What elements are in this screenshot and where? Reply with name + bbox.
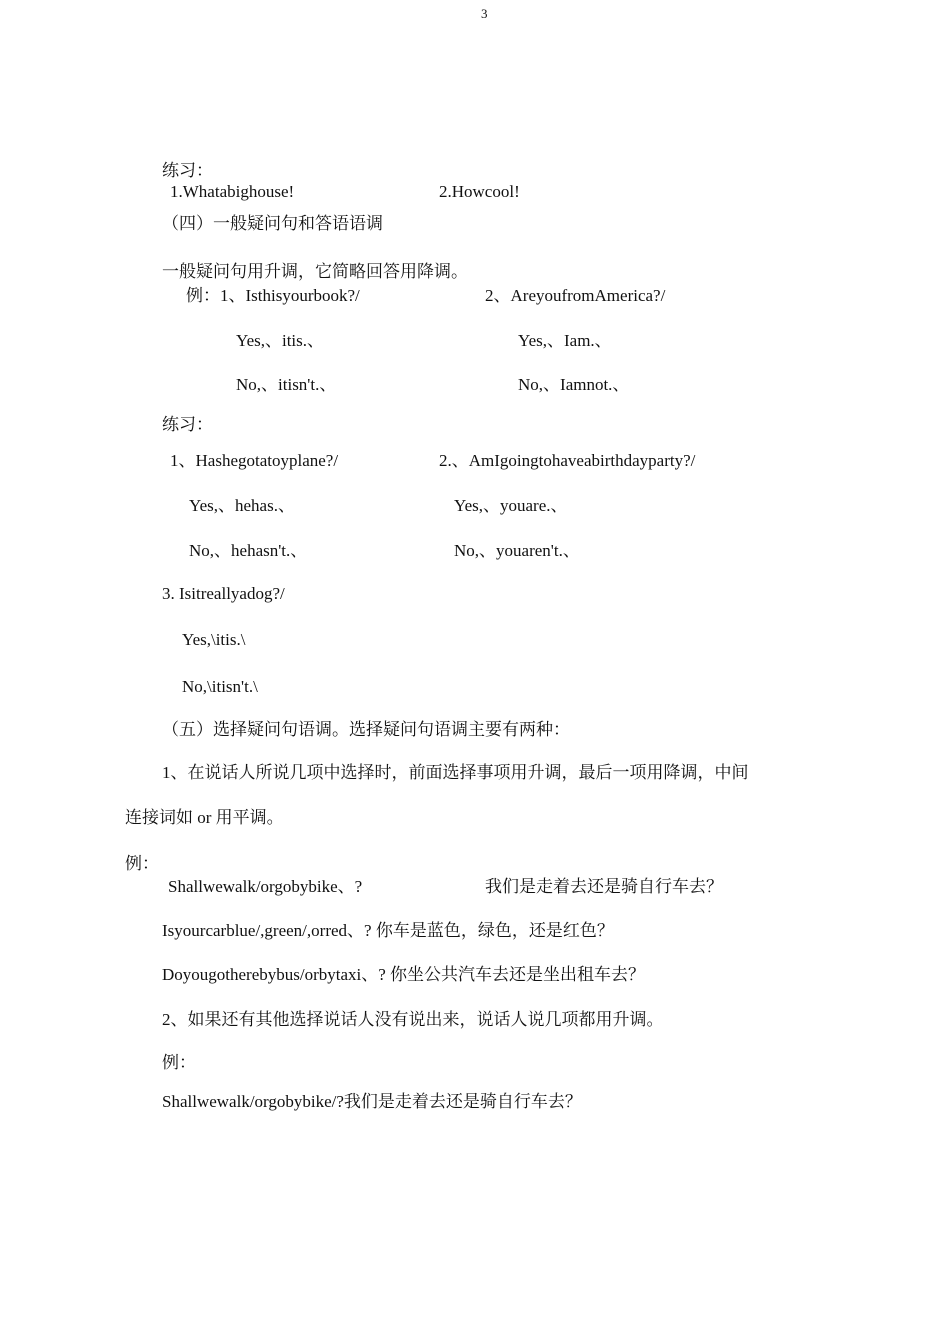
- example-question: 2、AreyoufromAmerica?/: [485, 286, 666, 305]
- example-sentence: Shallwewalk/orgobybike、?: [168, 877, 363, 896]
- example-label: 例：: [125, 854, 159, 873]
- section-heading: （五）选择疑问句语调。选择疑问句语调主要有两种：: [162, 720, 570, 739]
- example-question: 例：1、Isthisyourbook?/: [186, 286, 360, 305]
- example-label: 例：: [162, 1053, 196, 1072]
- example-sentence: Doyougotherebybus/orbytaxi、? 你坐公共汽车去还是坐出租车去？: [162, 965, 646, 984]
- exercise-answer: No,、hehasn't.、: [189, 541, 308, 560]
- exercise-answer: Yes,、hehas.、: [189, 496, 295, 515]
- section-heading: （四）一般疑问句和答语语调: [162, 214, 383, 233]
- exercise-question: 2.、AmIgoingtohaveabirthdayparty?/: [439, 451, 696, 470]
- example-sentence: Isyourcarblue/,green/,orred、? 你车是蓝色，绿色，还是红色？: [162, 921, 614, 940]
- exercise-answer: Yes,\itis.\: [182, 630, 246, 649]
- example-answer: No,、itisn't.、: [236, 375, 337, 394]
- exercise-question: 3. Isitreallyadog?/: [162, 584, 285, 603]
- example-answer: Yes,、itis.、: [236, 331, 325, 350]
- exercise-heading: 练习：: [162, 161, 213, 180]
- paragraph-line: 2、如果还有其他选择说话人没有说出来，说话人说几项都用升调。: [162, 1010, 664, 1029]
- exercise-answer: Yes,、youare.、: [454, 496, 568, 515]
- rule-text: 一般疑问句用升调，它简略回答用降调。: [162, 262, 468, 281]
- example-answer: No,、Iamnot.、: [518, 375, 630, 394]
- exercise-question: 1、Hashegotatoyplane?/: [170, 451, 339, 470]
- exercise-heading: 练习：: [162, 415, 213, 434]
- exercise-item: 1.Whatabighouse!: [170, 182, 295, 201]
- paragraph-line: 连接词如 or 用平调。: [125, 808, 284, 827]
- paragraph-line: 1、在说话人所说几项中选择时，前面选择事项用升调，最后一项用降调，中间: [162, 763, 749, 782]
- example-translation: 我们是走着去还是骑自行车去？: [485, 877, 723, 896]
- page-number: 3: [481, 6, 488, 21]
- exercise-item: 2.Howcool!: [439, 182, 520, 201]
- exercise-answer: No,\itisn't.\: [182, 677, 258, 696]
- example-answer: Yes,、Iam.、: [518, 331, 612, 350]
- exercise-answer: No,、youaren't.、: [454, 541, 580, 560]
- example-sentence: Shallwewalk/orgobybike/?我们是走着去还是骑自行车去？: [162, 1092, 582, 1111]
